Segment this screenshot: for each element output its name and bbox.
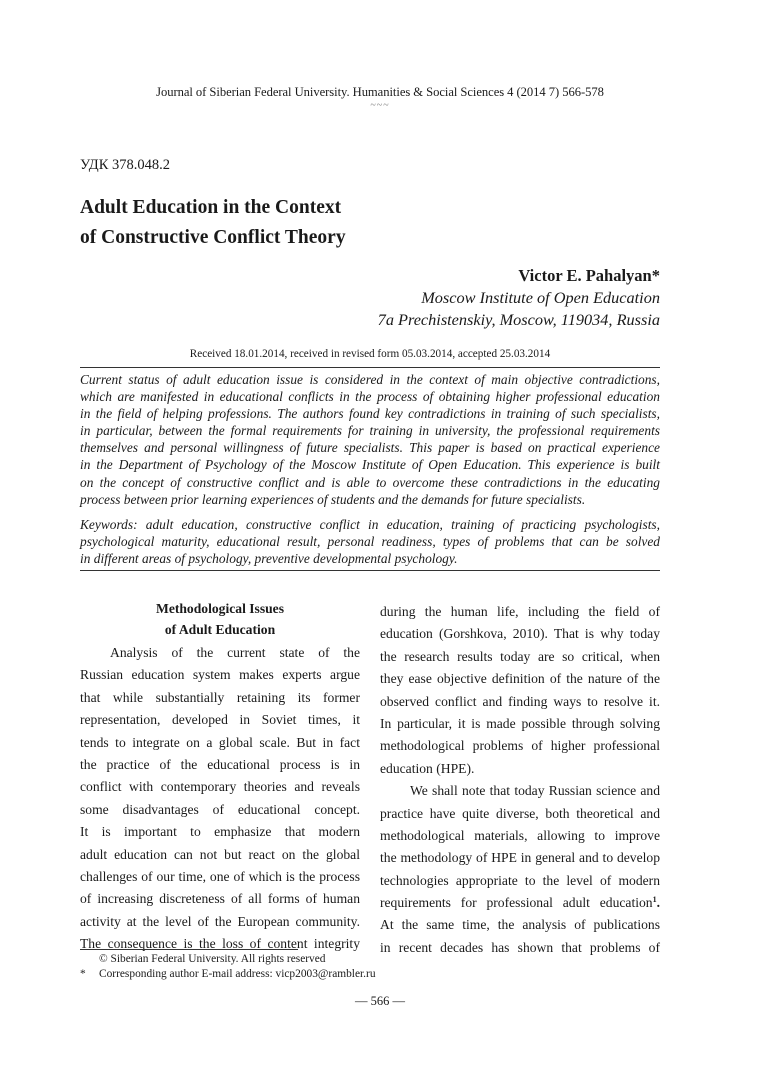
- abstract-line: process between prior learning experiences of students and the demands for future specialists.: [80, 491, 586, 507]
- abstract-line: in the Department of Psychology of the Moscow Institute of Open Education. This experience is built: [80, 457, 660, 473]
- body-line: in recent decades has shown that problems of: [380, 939, 660, 955]
- body-line: technologies appropriate to the level of modern: [380, 872, 660, 888]
- body-line: In particular, it is made possible through solving: [380, 715, 660, 731]
- author-name: Victor E. Pahalyan*: [518, 266, 660, 285]
- body-line: they ease objective definition of the nature of the: [380, 671, 660, 687]
- header-ornament: ~~~: [370, 100, 390, 111]
- body-line: representation, developed in Soviet times, it: [80, 712, 360, 728]
- footnote-copyright: [80, 952, 376, 967]
- section-heading-line: of Adult Education: [164, 622, 276, 637]
- body-line: education (Gorshkova, 2010). That is why today: [380, 626, 660, 642]
- period: .: [656, 895, 660, 911]
- abstract-line: on the concept of constructive conflict and is able to overcome these contradictions in the educating: [80, 474, 660, 490]
- body-line: methodological materials, allowing to improve: [380, 827, 660, 843]
- journal-header: Journal of Siberian Federal University. Humanities & Social Sciences 4 (2014 7) 566-578: [156, 85, 604, 99]
- abstract-line: themselves and personal willingness of future specialists. This paper is based on practical experience: [80, 440, 660, 456]
- body-line: of increasing discreteness of all forms of human: [80, 891, 360, 907]
- body-line: adult education can not but react on the global: [80, 846, 360, 862]
- right-column-text: [380, 601, 660, 959]
- body-line: the research results today are so critical, when: [380, 648, 660, 664]
- title-line: of Constructive Conflict Theory: [80, 226, 346, 248]
- body-line: The consequence is the loss of content integrity: [80, 936, 360, 952]
- body-line: It is important to emphasize that modern: [80, 824, 360, 840]
- keywords-line: Keywords: adult education, constructive conflict in education, training of practicing psychologists,: [80, 517, 660, 532]
- section-heading: [80, 598, 360, 640]
- section-heading-line: Methodological Issues: [155, 601, 284, 616]
- keywords-line: psychological maturity, educational result, personal readiness, types of problems that can be solved: [80, 534, 660, 550]
- body-column-right: [380, 601, 660, 959]
- body-line: that while substantially retaining its former: [80, 689, 360, 705]
- page-number: — 566 —: [355, 994, 405, 1008]
- author-block: [240, 265, 660, 331]
- body-column-left: [80, 598, 360, 955]
- body-line: requirements for professional adult education$^1$.: [380, 895, 660, 911]
- abstract-line: in the field of helping professions. The authors found key contradictions in training of such specialists,: [80, 406, 660, 422]
- abstract-top-rule: [80, 367, 660, 368]
- copyright-text: © Siberian Federal University. All rights reserved: [99, 953, 326, 965]
- body-line: Analysis of the current state of the: [110, 645, 360, 660]
- abstract: [80, 371, 660, 508]
- footnote-reference[interactable]: 1: [652, 895, 657, 905]
- keywords: [80, 516, 660, 567]
- body-line: methodological problems of higher professional: [380, 738, 660, 754]
- body-line: challenges of our time, one of which is the process: [80, 868, 360, 884]
- body-line: education (HPE).: [380, 760, 475, 776]
- footnotes: [80, 952, 376, 982]
- author-address: 7a Prechistenskiy, Moscow, 119034, Russia: [377, 310, 660, 329]
- corresponding-author-text: Corresponding author E-mail address: vicp2003@rambler.ru: [99, 968, 376, 980]
- abstract-line: in particular, between the formal requirements for training in university, the professional requirements: [80, 423, 660, 439]
- body-line: Russian education system makes experts argue: [80, 667, 360, 683]
- author-affiliation: Moscow Institute of Open Education: [421, 288, 660, 307]
- asterisk-mark: *: [80, 968, 86, 980]
- body-line: practice have quite diverse, both theoretical and: [380, 805, 660, 821]
- body-line: observed conflict and finding ways to resolve it.: [380, 693, 660, 709]
- body-line: We shall note that today Russian science and: [410, 783, 660, 799]
- body-line: some disadvantages of educational concept.: [80, 801, 360, 817]
- received-dates: Received 18.01.2014, received in revised form 05.03.2014, accepted 25.03.2014: [189, 348, 551, 360]
- footnote-corresponding: [80, 967, 376, 982]
- body-line: conflict with contemporary theories and reveals: [80, 779, 360, 795]
- body-line: the practice of the educational process is in: [80, 756, 360, 772]
- body-line: At the same time, the analysis of publications: [380, 917, 660, 933]
- left-column-text: [80, 642, 360, 955]
- footnote-rule: [80, 949, 298, 950]
- udc-code: УДК 378.048.2: [80, 157, 170, 173]
- abstract-line: Current status of adult education issue is considered in the context of main objective contradictions,: [80, 372, 660, 387]
- body-line: the methodology of HPE in general and to develop: [380, 850, 660, 866]
- article-title: [80, 193, 500, 252]
- abstract-line: which are manifested in educational conflicts in the process of obtaining higher professional education: [80, 389, 660, 405]
- abstract-bottom-rule: [80, 570, 660, 571]
- body-line: during the human life, including the field of: [380, 604, 660, 619]
- keywords-line: in different areas of psychology, preventive developmental psychology.: [80, 551, 458, 567]
- body-line: activity at the level of the European community.: [80, 913, 360, 929]
- body-line: tends to integrate on a global scale. But in fact: [80, 734, 360, 750]
- title-line: Adult Education in the Context: [80, 197, 342, 218]
